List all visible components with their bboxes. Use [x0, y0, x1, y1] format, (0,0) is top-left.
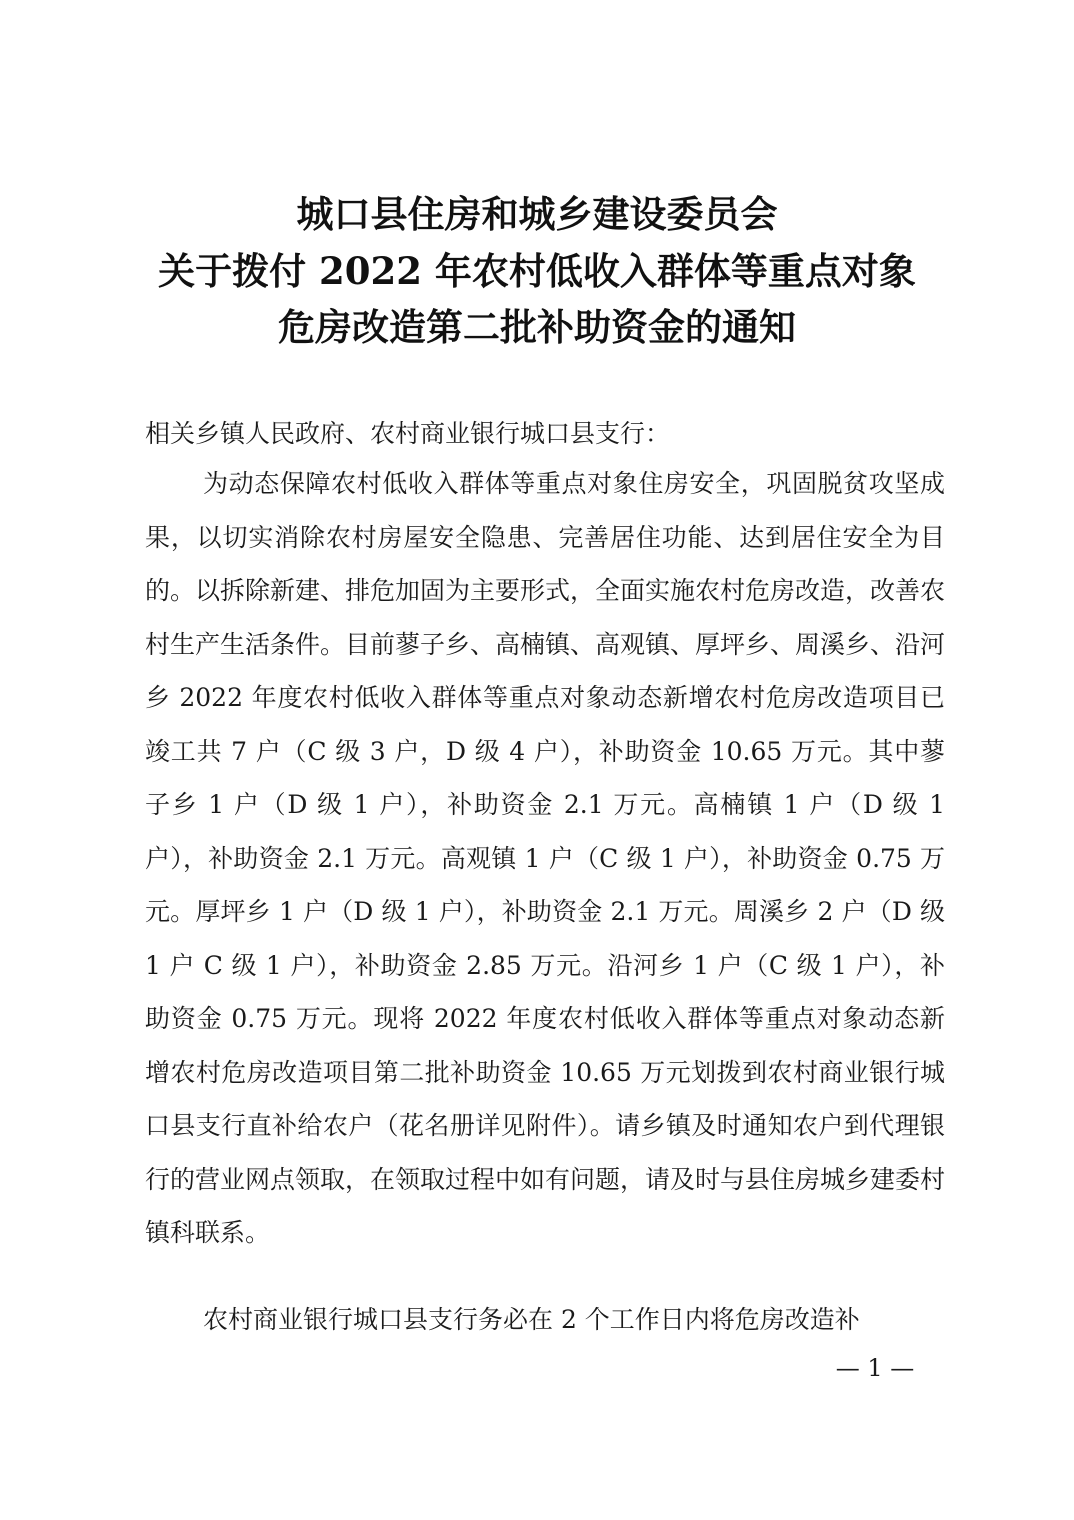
body-paragraph-2: 农村商业银行城口县支行务必在 2 个工作日内将危房改造补 [203, 1305, 860, 1334]
document-title-line-3: 危房改造第二批补助资金的通知 [278, 305, 796, 349]
document-title-line-2: 关于拨付 2022 年农村低收入群体等重点对象 [158, 249, 916, 293]
salutation: 相关乡镇人民政府、农村商业银行城口县支行： [145, 419, 671, 448]
document-title-line-1: 城口县住房和城乡建设委员会 [296, 192, 778, 236]
page-number: — 1 — [835, 1354, 915, 1382]
body-paragraph-1: 为动态保障农村低收入群体等重点对象住房安全，巩固脱贫攻坚成果，以切实消除农村房屋安全隐患、完善居住功能、达到居住安全为目的。以拆除新建、排危加固为主要形式，全面实施农村危房改造，改善农村生产生活条件。目前蓼子乡、高楠镇、高观镇、厚坪乡、周溪乡、沿河乡 2022 年度农村低收入群体等重点对象动态新增农村危房改造项目已竣工共 7 户（C 级 3 户，D 级 4 户），补助资金 10.65 万元。其中蓼子乡 1 户（D 级 1 户），补助资金 2.1 万元。高楠镇 1 户（D 级 1 户），补助资金 2.1 万元。高观镇 1 户（C 级 1 户），补助资金 0.75 万元。厚坪乡 1 户（D 级 1 户），补助资金 2.1 万元。周溪乡 2 户（D 级 1 户 C 级 1 户），补助资金 2.85 万元。沿河乡 1 户（C 级 1 户），补助资金 0.75 万元。现将 2022 年度农村低收入群体等重点对象动态新增农村危房改造项目第二批补助资金 10.65 万元划拨到农村商业银行城口县支行直补给农户（花名册详见附件）。请乡镇及时通知农户到代理银行的营业网点领取，在领取过程中如有问题，请及时与县住房城乡建委村镇科联系。 [145, 469, 946, 1247]
